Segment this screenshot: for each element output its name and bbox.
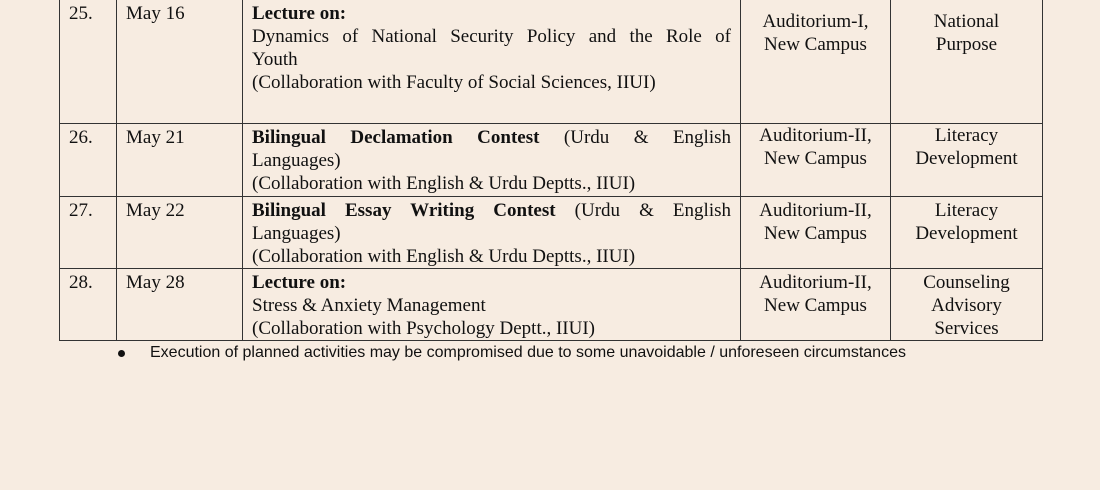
activity-line: Stress & Anxiety Management — [252, 295, 486, 316]
activity-theme — [891, 197, 1043, 269]
activity-heading-line — [252, 199, 731, 222]
serial-number: 25. — [60, 0, 117, 124]
theme-line: Counseling — [923, 272, 1010, 293]
activity-collaboration: (Collaboration with Psychology Deptt., IIUI) — [252, 318, 596, 339]
theme-line: Advisory — [931, 295, 1002, 316]
serial-number: 28. — [60, 269, 117, 341]
venue-line: Auditorium-II, — [759, 200, 872, 221]
activity-line: Languages) — [252, 223, 341, 244]
activity-venue — [741, 197, 891, 269]
activity-venue — [741, 269, 891, 341]
theme-line: Development — [915, 148, 1018, 169]
activity-line: Youth — [252, 49, 298, 70]
activity-schedule-table — [59, 0, 1043, 341]
activity-date: May 21 — [117, 124, 243, 197]
theme-line: Development — [915, 223, 1018, 244]
activity-heading-suffix: (Urdu & English — [563, 127, 732, 148]
theme-line: Literacy — [934, 200, 999, 221]
activity-date: May 28 — [117, 269, 243, 341]
footnote — [118, 344, 906, 362]
activity-venue — [741, 0, 891, 124]
serial-number: 26. — [60, 124, 117, 197]
table-row — [60, 197, 1043, 269]
activity-line: Languages) — [252, 150, 341, 171]
activity-description — [243, 124, 741, 197]
table-row — [60, 0, 1043, 124]
activity-collaboration: (Collaboration with English & Urdu Deptts., IIUI) — [252, 246, 636, 267]
theme-line: Purpose — [935, 34, 998, 55]
theme-line: National — [933, 11, 1000, 32]
table-row — [60, 124, 1043, 197]
venue-line: New Campus — [764, 295, 867, 316]
activity-date: May 22 — [117, 197, 243, 269]
activity-theme — [891, 0, 1043, 124]
theme-line: Literacy — [934, 125, 999, 146]
activity-heading: Lecture on: — [252, 3, 347, 24]
serial-number: 27. — [60, 197, 117, 269]
activity-description — [243, 0, 741, 124]
venue-line: Auditorium-II, — [759, 272, 872, 293]
table-row — [60, 269, 1043, 341]
activity-description — [243, 269, 741, 341]
activity-heading: Lecture on: — [252, 272, 347, 293]
footnote-text: Execution of planned activities may be compromised due to some unavoidable / unforeseen circumstances — [150, 344, 906, 361]
activity-theme — [891, 269, 1043, 341]
venue-line: Auditorium-II, — [759, 125, 872, 146]
activity-description — [243, 197, 741, 269]
venue-line: Auditorium-I, — [762, 11, 869, 32]
venue-line: New Campus — [764, 148, 867, 169]
bullet-icon — [118, 350, 125, 357]
activity-heading-suffix: (Urdu & English — [574, 200, 731, 221]
theme-line: Services — [934, 318, 999, 339]
activity-heading: Bilingual Declamation Contest — [252, 127, 540, 148]
venue-line: New Campus — [764, 223, 867, 244]
activity-theme — [891, 124, 1043, 197]
activity-line: Dynamics of National Security Policy and the Role of — [252, 26, 731, 47]
activity-date: May 16 — [117, 0, 243, 124]
activity-heading: Bilingual Essay Writing Contest — [252, 200, 556, 221]
activity-collaboration: (Collaboration with English & Urdu Deptts., IIUI) — [252, 173, 636, 194]
activity-venue — [741, 124, 891, 197]
venue-line: New Campus — [764, 34, 867, 55]
activity-heading-line — [252, 126, 731, 149]
activity-collaboration: (Collaboration with Faculty of Social Sciences, IIUI) — [252, 72, 656, 93]
